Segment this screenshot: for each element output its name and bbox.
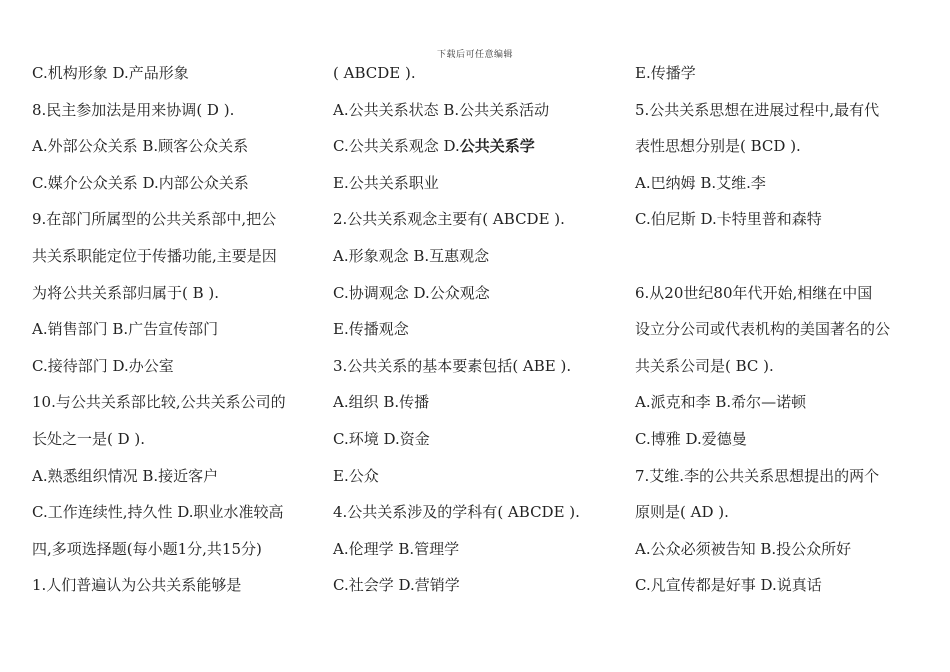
question-line: 9.在部门所属型的公共关系部中,把公 (32, 210, 277, 229)
option-line: C.凡宣传都是好事 D.说真话 (635, 576, 822, 595)
question-line: ( ABCDE ). (333, 64, 416, 82)
option-line: A.公众必须被告知 B.投公众所好 (635, 539, 852, 558)
question-line: 1.人们普遍认为公共关系能够是 (32, 576, 242, 595)
option-line: C.工作连续性,持久性 D.职业水准较高 (32, 503, 284, 522)
bold-option-text: 公共关系学 (459, 137, 535, 156)
option-line: A.公共关系状态 B.公共关系活动 (333, 100, 550, 119)
blank-gap (635, 238, 925, 275)
question-line: 共关系公司是( BC ). (635, 356, 774, 375)
question-line: 表性思想分别是( BCD ). (635, 137, 801, 156)
option-line: E.传播学 (635, 64, 696, 82)
column-right (635, 55, 925, 604)
option-line: A.形象观念 B.互惠观念 (333, 246, 490, 265)
text-line: C.机构形象 D.产品形象 (32, 64, 189, 82)
option-line: A.派克和李 B.希尔—诺顿 (635, 393, 807, 412)
option-line: A.伦理学 B.管理学 (333, 539, 460, 558)
option-line: C.社会学 D.营销学 (333, 576, 460, 595)
question-line: 3.公共关系的基本要素包括( ABE ). (333, 356, 572, 375)
question-line: 8.民主参加法是用来协调( D ). (32, 100, 235, 119)
column-middle (333, 55, 623, 604)
question-line: 长处之一是( D ). (32, 429, 146, 448)
option-line: C.媒介公众关系 D.内部公众关系 (32, 173, 249, 192)
option-line: C.环境 D.资金 (333, 429, 430, 448)
option-line: E.公共关系职业 (333, 173, 439, 192)
question-line: 4.公共关系涉及的学科有( ABCDE ). (333, 503, 580, 522)
question-line: 2.公共关系观念主要有( ABCDE ). (333, 210, 565, 229)
option-line: C.博雅 D.爱德曼 (635, 429, 747, 448)
option-text: C.公共关系观念 D. (333, 137, 460, 156)
question-line: 7.艾维.李的公共关系思想提出的两个 (635, 466, 880, 485)
question-line: 为将公共关系部归属于( B ). (32, 283, 220, 302)
question-line: 6.从20世纪80年代开始,相继在中国 (635, 283, 873, 302)
option-line: A.外部公众关系 B.顾客公众关系 (32, 137, 249, 156)
question-line: 共关系职能定位于传播功能,主要是因 (32, 246, 277, 265)
option-line: A.销售部门 B.广告宣传部门 (32, 320, 219, 339)
option-line: C.伯尼斯 D.卡特里普和森特 (635, 210, 822, 229)
question-line: 5.公共关系思想在进展过程中,最有代 (635, 100, 880, 119)
question-line: 原则是( AD ). (635, 503, 729, 522)
option-line: E.公众 (333, 466, 379, 485)
column-left (32, 55, 317, 604)
option-line: A.熟悉组织情况 B.接近客户 (32, 466, 219, 485)
header-note: 下载后可任意编辑 (436, 50, 513, 60)
question-line: 10.与公共关系部比较,公共关系公司的 (32, 393, 286, 412)
section-heading: 四,多项选择题(每小题1分,共15分) (32, 539, 262, 558)
question-line: 设立分公司或代表机构的美国著名的公 (635, 320, 891, 339)
option-line: C.协调观念 D.公众观念 (333, 283, 490, 302)
option-line: C.接待部门 D.办公室 (32, 356, 174, 375)
option-line (333, 128, 623, 165)
option-line: A.组织 B.传播 (333, 393, 430, 412)
option-line: E.传播观念 (333, 320, 409, 339)
option-line: A.巴纳姆 B.艾维.李 (635, 173, 766, 192)
